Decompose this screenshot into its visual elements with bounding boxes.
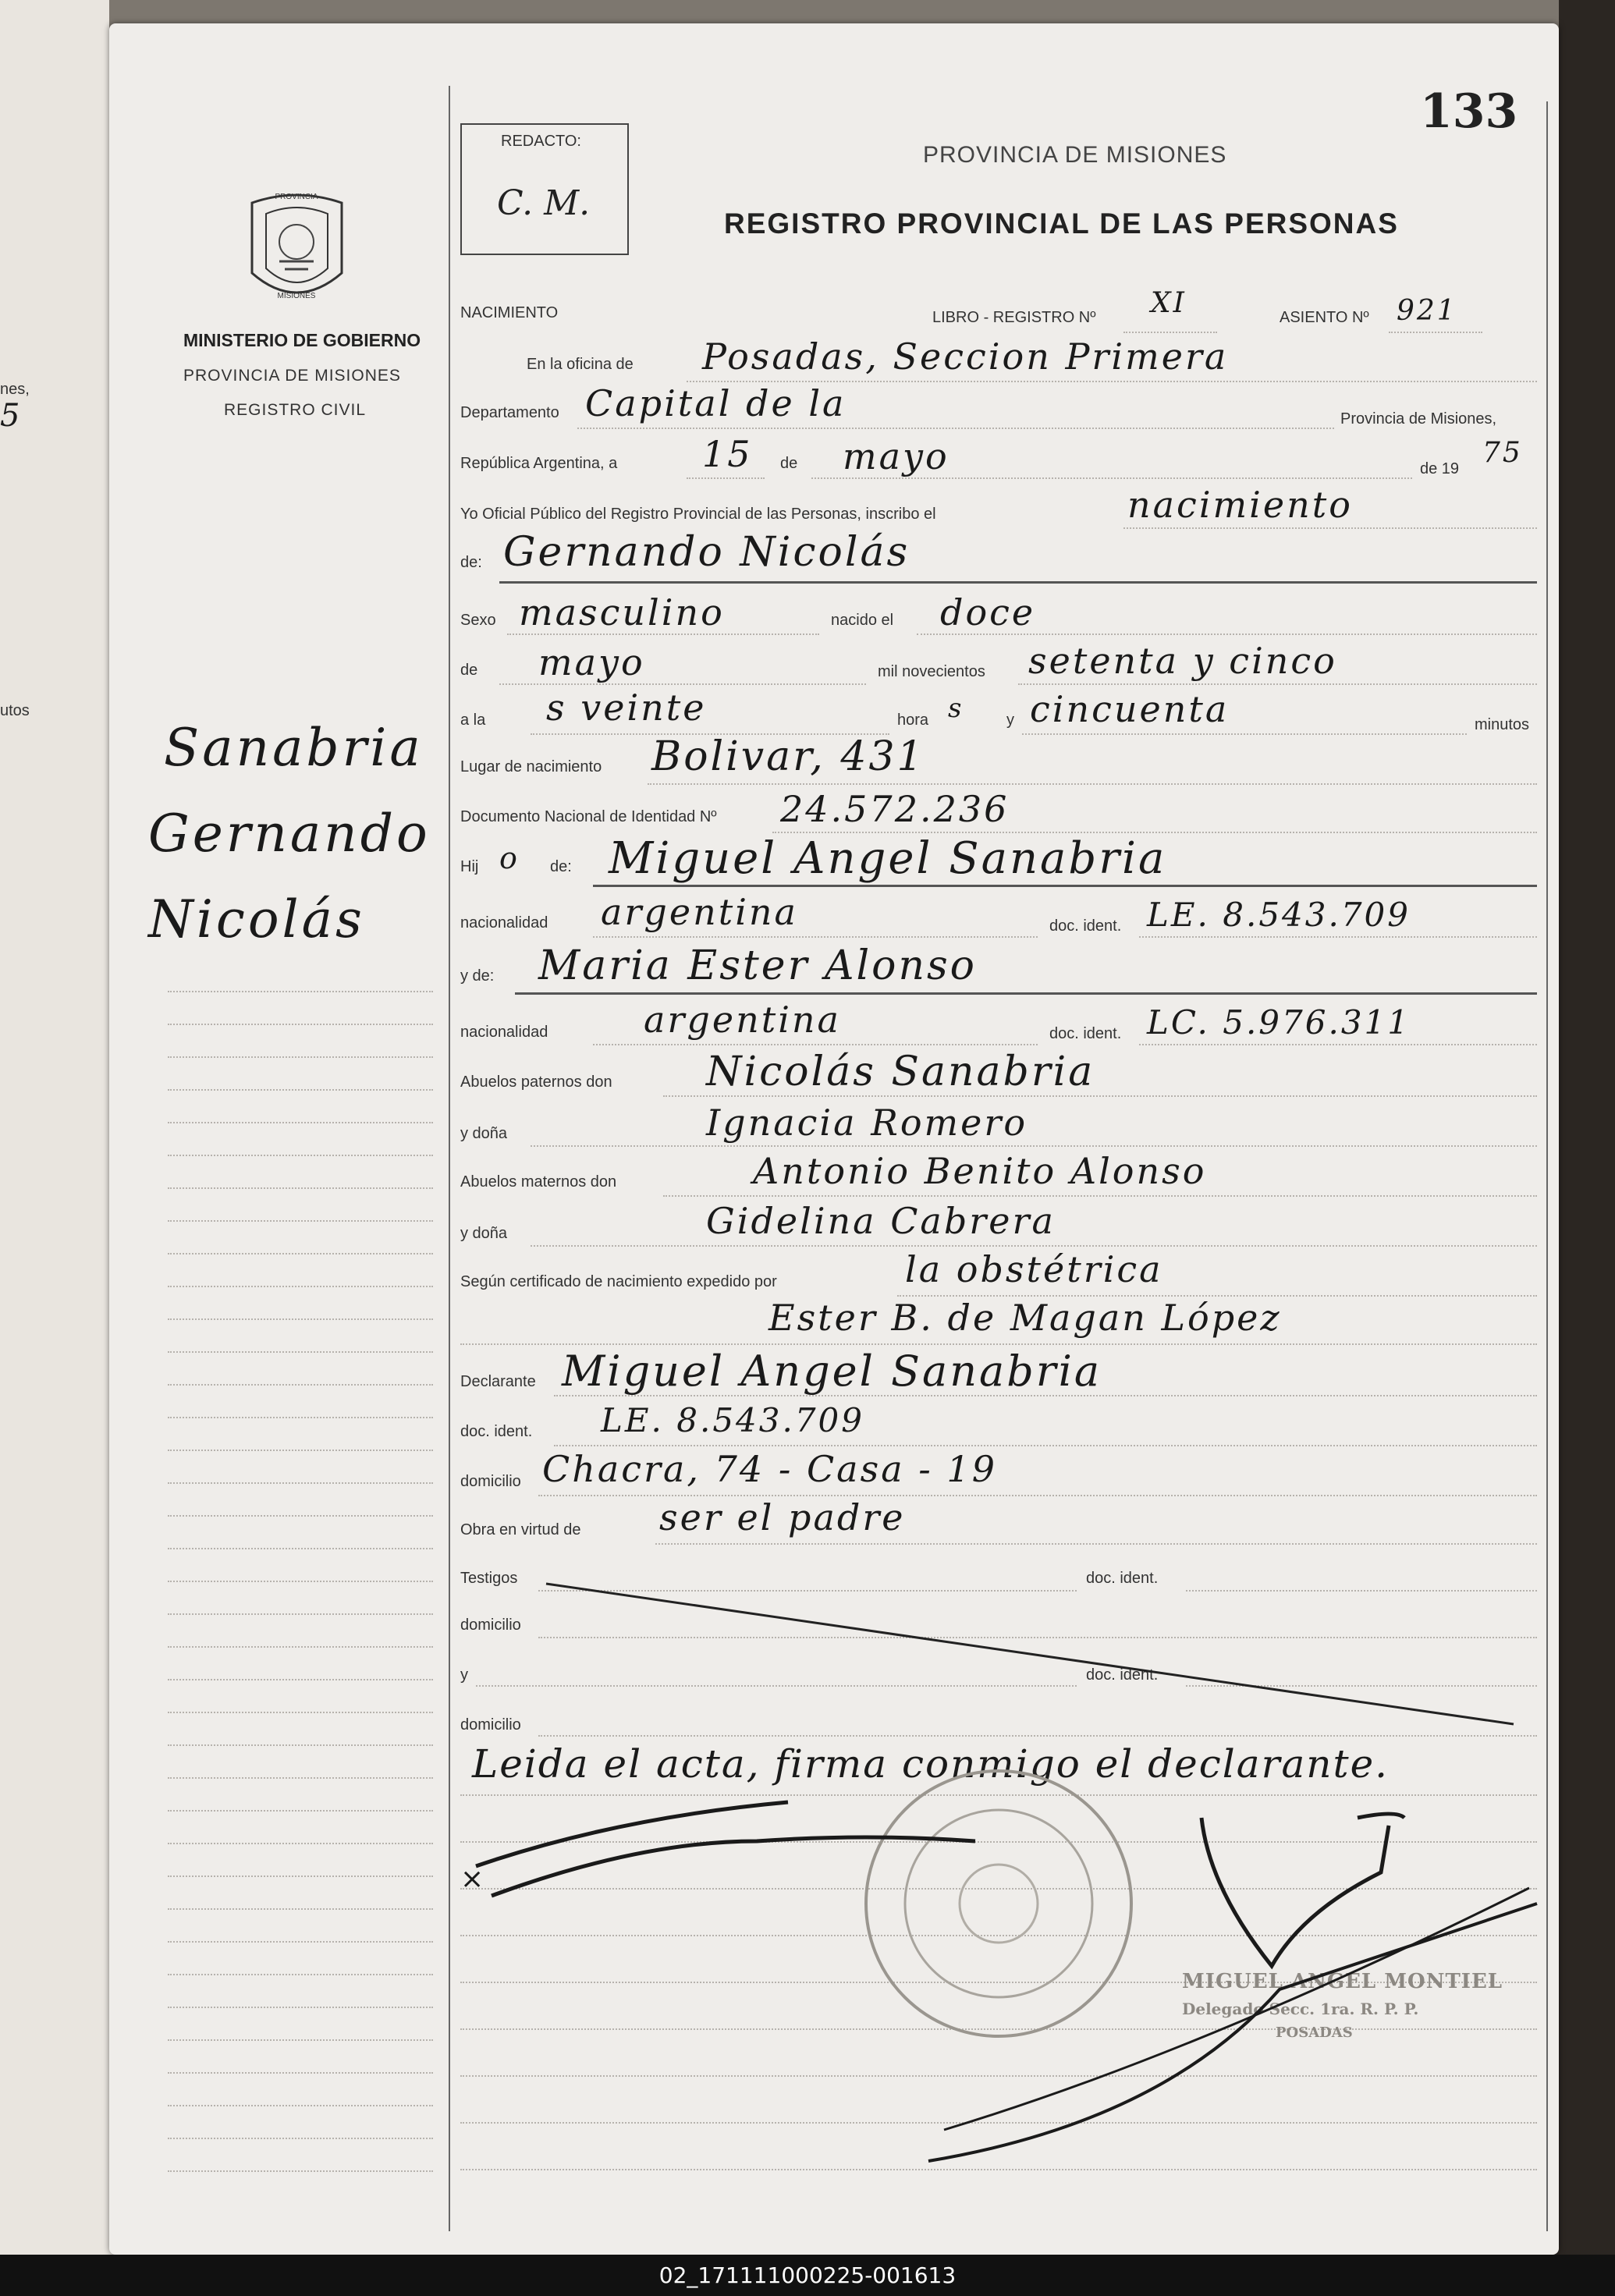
testigos-label: Testigos <box>460 1570 518 1587</box>
redacto-box <box>460 123 629 255</box>
doc-padre-value: LE. 8.543.709 <box>1147 896 1411 934</box>
dni-value: 24.572.236 <box>780 788 1010 830</box>
doc-padre-label: doc. ident. <box>1049 917 1122 935</box>
doc-madre-label: doc. ident. <box>1049 1025 1122 1042</box>
hijo-suffix: o <box>499 841 520 875</box>
margin-divider <box>449 86 450 2231</box>
previous-page-edge <box>0 0 117 2255</box>
nac-padre-label: nacionalidad <box>460 914 548 932</box>
mes-value: mayo <box>843 435 949 477</box>
header-province: PROVINCIA DE MISIONES <box>923 142 1227 168</box>
hijo-label: Hij <box>460 858 479 875</box>
hijo-de-label: de: <box>550 858 572 875</box>
sexo-value: masculino <box>519 591 725 633</box>
seal-bottom-text: MISIONES <box>277 292 316 300</box>
doc-madre-value: LC. 5.976.311 <box>1147 1003 1411 1042</box>
obra-value: ser el padre <box>659 1496 906 1538</box>
prev-page-fragment: nes, <box>0 381 30 398</box>
lugar-value: Bolivar, 431 <box>651 733 925 780</box>
declarante-label: Declarante <box>460 1373 536 1390</box>
abp-value: Nicolás Sanabria <box>706 1049 1095 1095</box>
madre-value: Maria Ester Alonso <box>538 942 977 989</box>
inscribo-value: nacimiento <box>1127 484 1353 526</box>
official-city: POSADAS <box>1276 2025 1353 2041</box>
page-number: 133 <box>1420 84 1518 139</box>
margin-surname: Sanabria <box>164 718 424 778</box>
doc-testigo1-label: doc. ident. <box>1086 1570 1159 1587</box>
departamento-value: Capital de la <box>585 382 847 424</box>
de2-label: de <box>460 662 478 679</box>
anio-value: 75 <box>1482 437 1523 469</box>
nacido-label: nacido el <box>831 612 894 629</box>
libro-label: LIBRO - REGISTRO Nº <box>932 309 1096 326</box>
seal-top-text: PROVINCIA <box>275 193 318 201</box>
provincia-label: Provincia de Misiones, <box>1340 410 1497 428</box>
margin-firstname: Gernando <box>148 804 431 864</box>
cert-value: la obstétrica <box>905 1248 1163 1290</box>
domicilio-label: domicilio <box>460 1473 521 1490</box>
domicilio3-label: domicilio <box>460 1716 521 1734</box>
de19-label: de 19 <box>1420 460 1460 477</box>
ala-label: a la <box>460 712 486 729</box>
dia-value: 15 <box>702 433 753 475</box>
doc-testigo2-label: doc. ident. <box>1086 1666 1159 1684</box>
mil-label: mil novecientos <box>878 663 985 680</box>
cert-value2: Ester B. de Magan López <box>768 1297 1282 1339</box>
dni-label: Documento Nacional de Identidad Nº <box>460 808 717 825</box>
declarante-value: Miguel Angel Sanabria <box>562 1347 1102 1396</box>
doc-decl-label: doc. ident. <box>460 1423 533 1440</box>
yde-label: y de: <box>460 967 495 985</box>
de-nombre-label: de: <box>460 554 482 571</box>
prev-page-fragment: 5 <box>0 398 23 434</box>
official-name: MIGUEL ANGEL MONTIEL <box>1182 1970 1503 1993</box>
lugar-label: Lugar de nacimiento <box>460 758 602 775</box>
official-title: Delegado Secc. 1ra. R. P. P. <box>1182 2000 1419 2018</box>
redacto-label: REDACTO: <box>501 133 581 150</box>
cert-label: Según certificado de nacimiento expedido por <box>460 1273 777 1290</box>
ministry-line1: MINISTERIO DE GOBIERNO <box>183 330 421 350</box>
hora-label: hora <box>897 712 929 729</box>
minutos-value: cincuenta <box>1030 688 1230 730</box>
padre-value: Miguel Angel Sanabria <box>609 833 1167 884</box>
abm-value: Antonio Benito Alonso <box>753 1150 1207 1192</box>
declarante-signature <box>460 1802 975 1896</box>
abp-label: Abuelos paternos don <box>460 1073 612 1091</box>
de-label: de <box>780 455 798 472</box>
domicilio2-label: domicilio <box>460 1616 521 1634</box>
domicilio-value: Chacra, 74 - Casa - 19 <box>542 1448 997 1490</box>
asiento-label: ASIENTO Nº <box>1280 309 1369 326</box>
margin-middlename: Nicolás <box>148 889 365 949</box>
ministry-line2: PROVINCIA DE MISIONES <box>183 367 401 385</box>
ministry-line3: REGISTRO CIVIL <box>224 401 367 419</box>
strike-through-line <box>538 1576 1521 1732</box>
y2-label: y <box>460 1666 468 1684</box>
hora-value: s veinte <box>546 687 707 729</box>
hora-suffix: s <box>948 693 964 724</box>
abp2-value: Ignacia Romero <box>706 1102 1028 1144</box>
sexo-label: Sexo <box>460 612 496 629</box>
coat-of-arms-seal <box>244 187 350 316</box>
obra-label: Obra en virtud de <box>460 1521 581 1538</box>
nacimiento-label: NACIMIENTO <box>460 304 559 321</box>
anio-texto: setenta y cinco <box>1028 640 1337 682</box>
doc-decl-value: LE. 8.543.709 <box>601 1401 865 1439</box>
official-signature <box>928 1814 1537 2161</box>
abm2-value: Gidelina Cabrera <box>706 1200 1056 1242</box>
ydona-label: y doña <box>460 1125 508 1142</box>
abm-label: Abuelos maternos don <box>460 1173 617 1191</box>
redacto-value: C. M. <box>497 183 591 223</box>
oficina-value: Posadas, Seccion Primera <box>702 335 1229 378</box>
republica-label: República Argentina, a <box>460 455 618 472</box>
cierre-value: Leida el acta, firma conmigo el declarante. <box>472 1741 1390 1787</box>
oficina-label: En la oficina de <box>527 356 634 373</box>
prev-page-fragment: utos <box>0 702 30 719</box>
mes2-value: mayo <box>538 641 645 683</box>
nac-madre-label: nacionalidad <box>460 1024 548 1041</box>
libro-value: XI <box>1151 287 1187 319</box>
minutos-label: minutos <box>1475 716 1530 733</box>
ydona2-label: y doña <box>460 1225 508 1242</box>
image-id-footer: 02_171111000225-001613 <box>0 2255 1615 2296</box>
yo-oficial-label: Yo Oficial Público del Registro Provincial de las Personas, inscribo el <box>460 506 936 523</box>
svg-text:×: × <box>460 1863 484 1895</box>
header-registry: REGISTRO PROVINCIAL DE LAS PERSONAS <box>724 208 1399 240</box>
nac-madre-value: argentina <box>644 999 841 1041</box>
nac-padre-value: argentina <box>601 891 798 933</box>
asiento-value: 921 <box>1397 295 1457 327</box>
y-label: y <box>1006 712 1014 729</box>
nombre-value: Gernando Nicolás <box>503 529 910 576</box>
nacido-value: doce <box>940 591 1036 633</box>
departamento-label: Departamento <box>460 404 559 421</box>
signatures <box>460 1794 1553 2169</box>
